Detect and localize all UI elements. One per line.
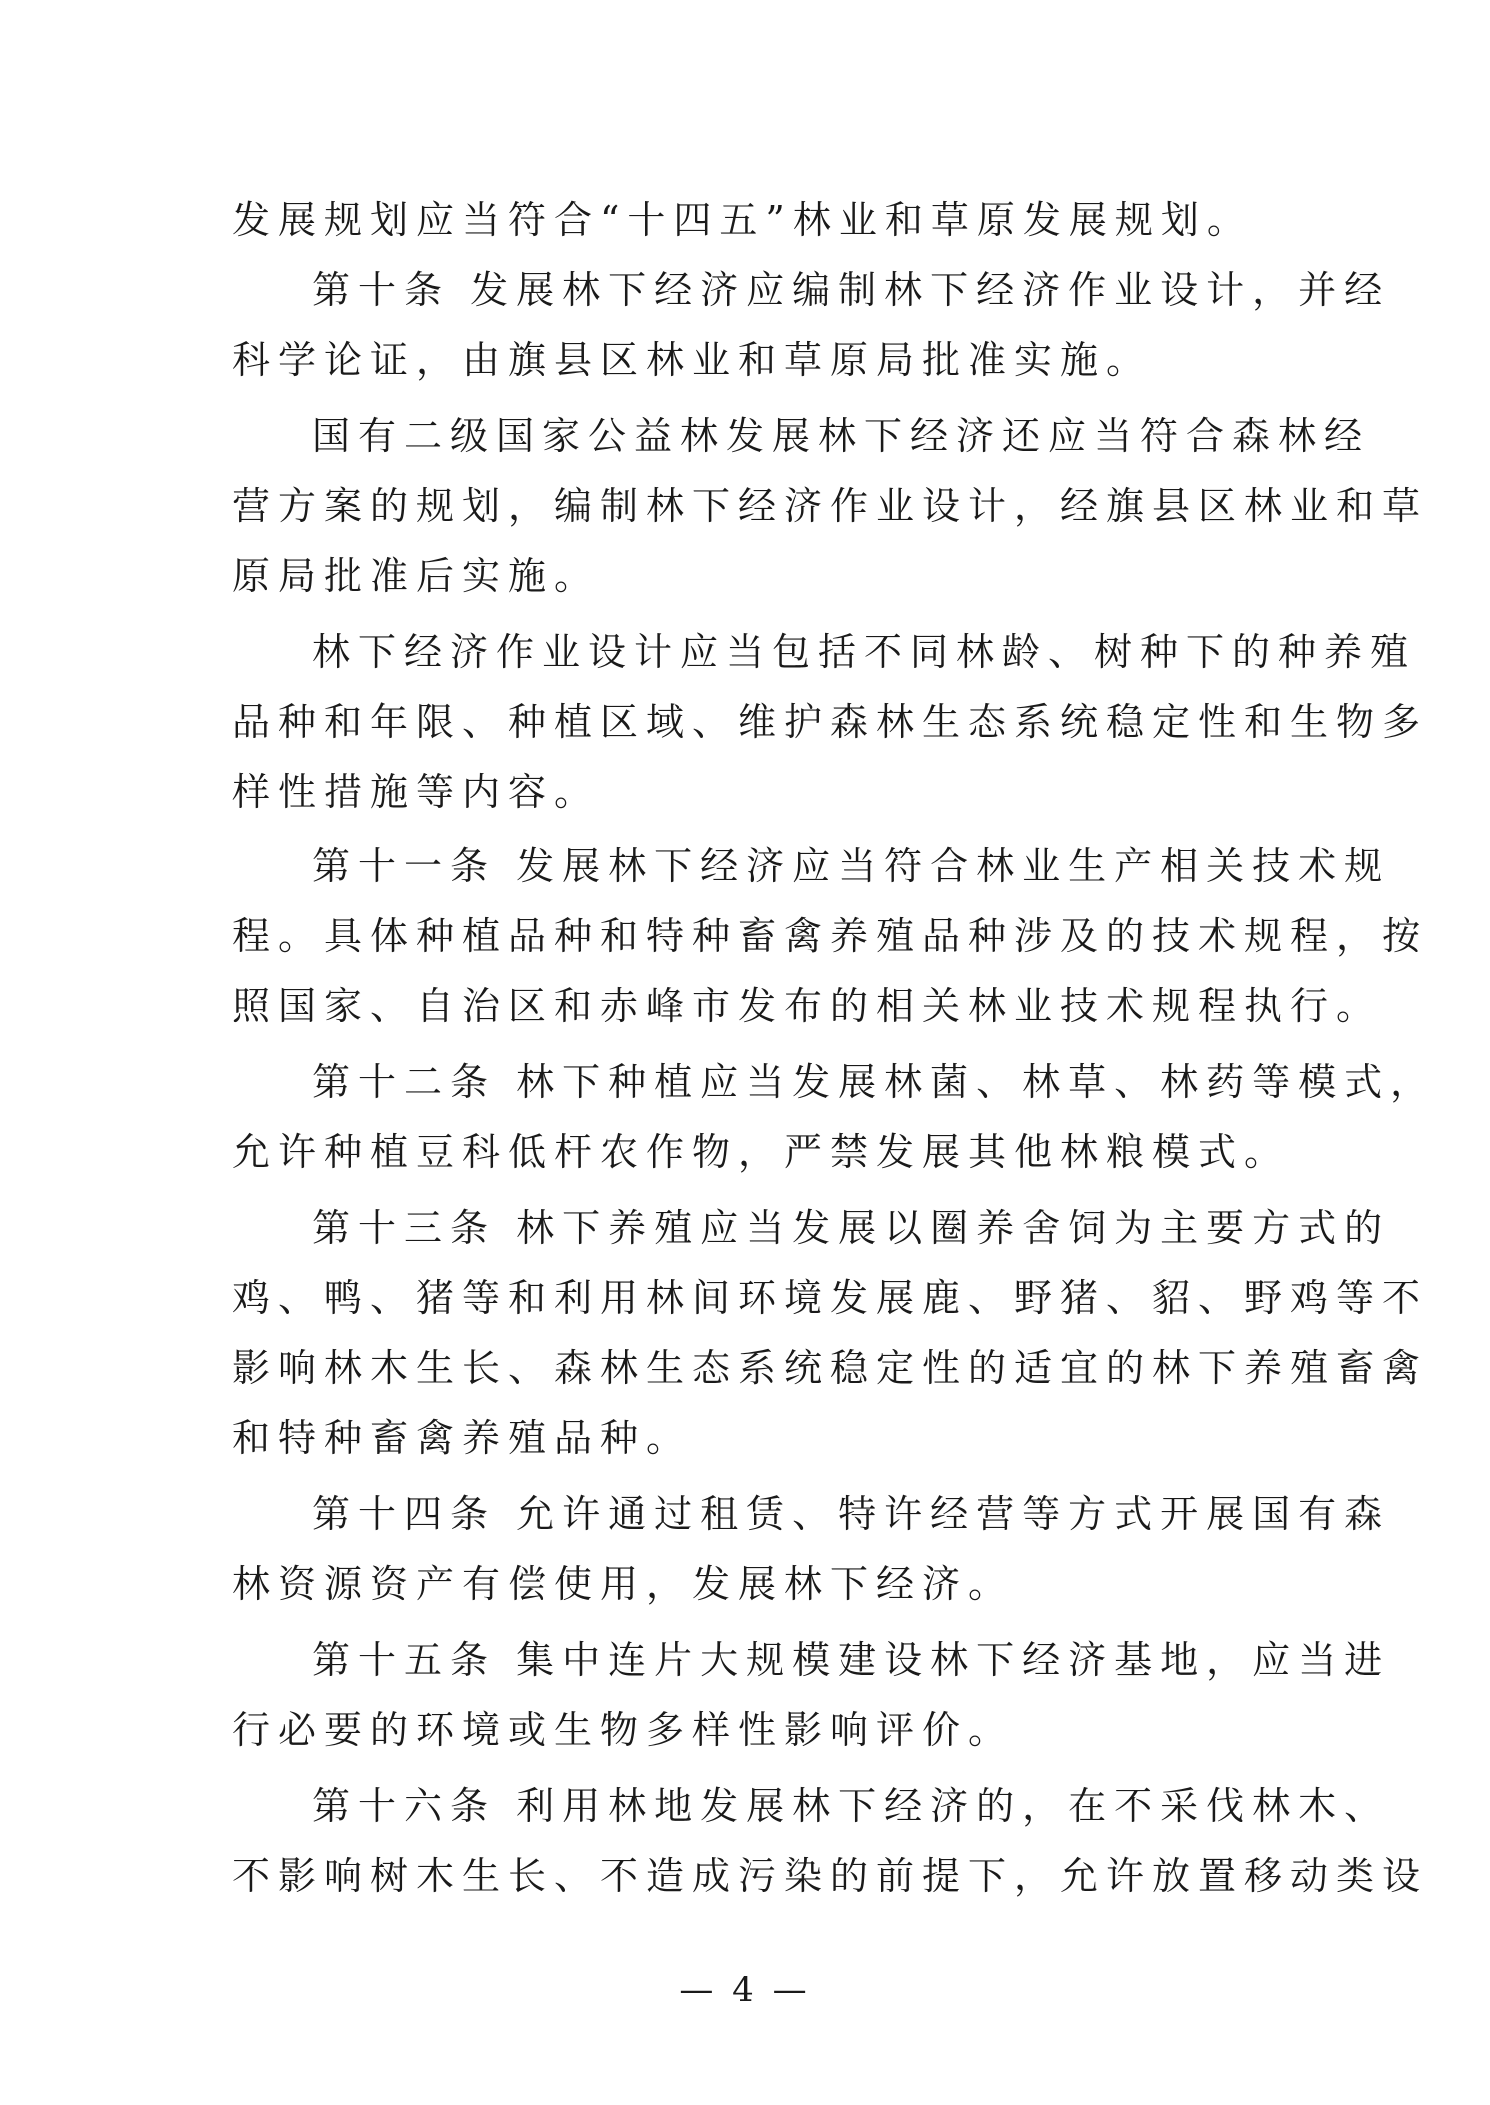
- page-number: — 4 —: [679, 1970, 811, 2010]
- text-line-19: 第十四条 允许通过租赁、特许经营等方式开展国有森: [312, 1492, 1391, 1536]
- text-line-15: 第十三条 林下养殖应当发展以圈养舍饲为主要方式的: [312, 1206, 1391, 1250]
- text-line-6: 原局批准后实施。: [232, 554, 601, 598]
- text-line-12: 照国家、自治区和赤峰市发布的相关林业技术规程执行。: [232, 984, 1383, 1028]
- text-line-1: 发展规划应当符合“十四五”林业和草原发展规划。: [232, 198, 1253, 242]
- text-line-17: 影响林木生长、森林生态系统稳定性的适宜的林下养殖畜禽: [232, 1346, 1429, 1390]
- text-line-10: 第十一条 发展林下经济应当符合林业生产相关技术规: [312, 844, 1391, 888]
- text-line-13: 第十二条 林下种植应当发展林菌、林草、林药等模式，: [312, 1060, 1437, 1104]
- text-line-3: 科学论证，由旗县区林业和草原局批准实施。: [232, 338, 1153, 382]
- text-line-22: 行必要的环境或生物多样性影响评价。: [232, 1708, 1015, 1752]
- text-line-16: 鸡、鸭、猪等和利用林间环境发展鹿、野猪、貂、野鸡等不: [232, 1276, 1429, 1320]
- text-line-24: 不影响树木生长、不造成污染的前提下，允许放置移动类设: [232, 1854, 1429, 1898]
- text-line-23: 第十六条 利用林地发展林下经济的，在不采伐林木、: [312, 1784, 1391, 1828]
- text-line-4: 国有二级国家公益林发展林下经济还应当符合森林经: [312, 414, 1371, 458]
- text-line-18: 和特种畜禽养殖品种。: [232, 1416, 693, 1460]
- text-line-11: 程。具体种植品种和特种畜禽养殖品种涉及的技术规程，按: [232, 914, 1429, 958]
- text-line-20: 林资源资产有偿使用，发展林下经济。: [232, 1562, 1015, 1606]
- text-line-2: 第十条 发展林下经济应编制林下经济作业设计，并经: [312, 268, 1391, 312]
- text-line-8: 品种和年限、种植区域、维护森林生态系统稳定性和生物多: [232, 700, 1429, 744]
- text-line-9: 样性措施等内容。: [232, 770, 601, 814]
- text-line-5: 营方案的规划，编制林下经济作业设计，经旗县区林业和草: [232, 484, 1429, 528]
- text-line-7: 林下经济作业设计应当包括不同林龄、树种下的种养殖: [312, 630, 1417, 674]
- text-line-14: 允许种植豆科低杆农作物，严禁发展其他林粮模式。: [232, 1130, 1291, 1174]
- text-line-21: 第十五条 集中连片大规模建设林下经济基地，应当进: [312, 1638, 1391, 1682]
